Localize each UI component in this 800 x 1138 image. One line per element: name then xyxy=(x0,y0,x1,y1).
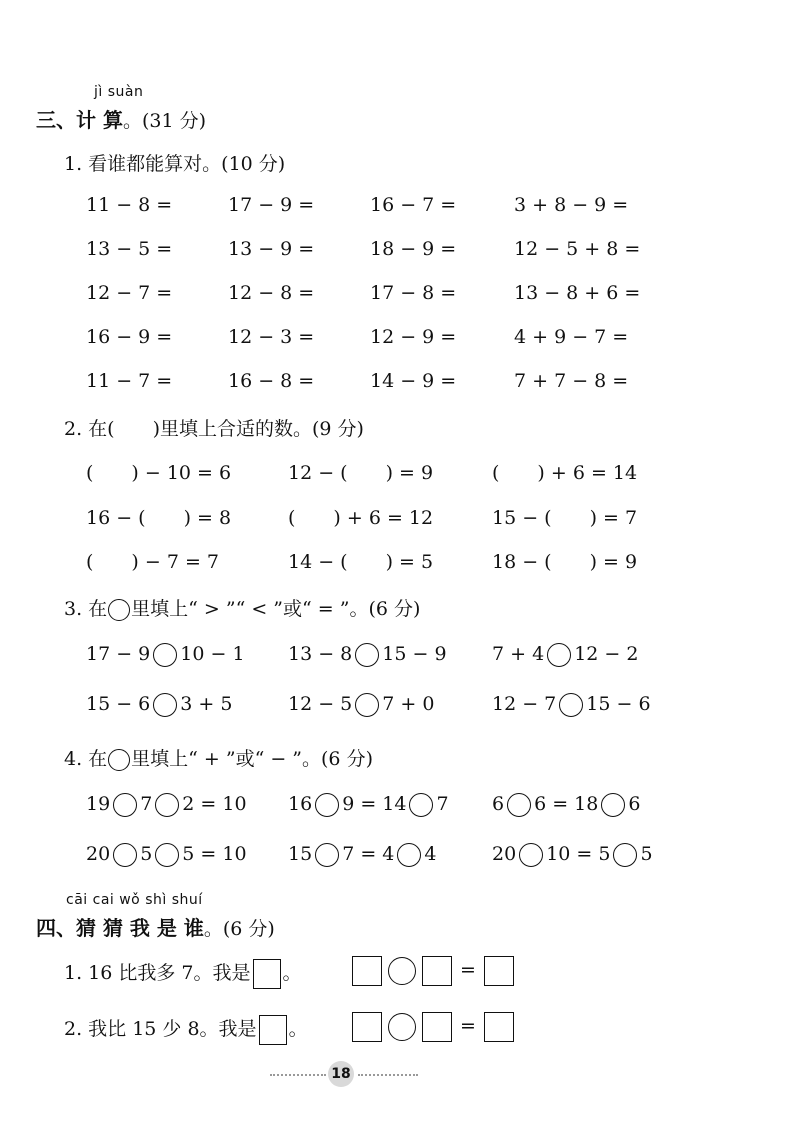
equation-box-2[interactable] xyxy=(422,1012,452,1042)
page-number: 18 xyxy=(328,1061,354,1087)
q3-compare-item xyxy=(288,643,447,667)
q4-part-b: 5 xyxy=(140,843,153,865)
q1-equation: 7 + 7 − 8 = xyxy=(514,370,629,392)
operator-circle-blank[interactable] xyxy=(155,843,179,867)
compare-circle-blank[interactable] xyxy=(153,643,177,667)
q3-right-expr: 3 + 5 xyxy=(180,693,233,715)
q4-part-c: 4 xyxy=(424,843,437,865)
q2-fill-blank: 12 − ( ) = 9 xyxy=(288,462,434,484)
q2-fill-blank: ( ) + 6 = 12 xyxy=(288,507,434,529)
operator-circle-blank[interactable] xyxy=(613,843,637,867)
guess-question-text: 2. 我比 15 少 8。我是 xyxy=(64,1018,257,1040)
section4-title-text: 四、猜 猜 我 是 谁 xyxy=(36,916,204,940)
q1-equation: 13 − 9 = xyxy=(228,238,315,260)
q4-operator-item xyxy=(492,843,653,867)
circle-blank-icon xyxy=(108,749,130,771)
q2-fill-blank: ( ) + 6 = 14 xyxy=(492,462,638,484)
q2-fill-blank: ( ) − 7 = 7 xyxy=(86,551,220,573)
q1-equation: 17 − 9 = xyxy=(228,194,315,216)
section4-title xyxy=(36,912,275,941)
q4-part-b: 10 = 5 xyxy=(546,843,611,865)
q4-part-a: 19 xyxy=(86,793,111,815)
equation-box-result[interactable] xyxy=(484,1012,514,1042)
q4-part-a: 16 xyxy=(288,793,313,815)
q1-equation: 18 − 9 = xyxy=(370,238,457,260)
guess-equation xyxy=(352,1012,514,1042)
q1-equation: 12 − 8 = xyxy=(228,282,315,304)
q3-left-expr: 17 − 9 xyxy=(86,643,151,665)
q1-equation: 16 − 7 = xyxy=(370,194,457,216)
q3-right-expr: 10 − 1 xyxy=(180,643,245,665)
q3-compare-item xyxy=(288,693,434,717)
answer-box[interactable] xyxy=(259,1015,287,1045)
q3-left-expr: 12 − 5 xyxy=(288,693,353,715)
q4-part-b: 9 = 14 xyxy=(342,793,407,815)
operator-circle-blank[interactable] xyxy=(113,843,137,867)
guess-question-text: 1. 16 比我多 7。我是 xyxy=(64,962,251,984)
guess-equation xyxy=(352,956,514,986)
q1-equation: 14 − 9 = xyxy=(370,370,457,392)
q3-title-post: 里填上“ > ”“ < ”或“ = ”。(6 分) xyxy=(131,598,421,620)
q1-equation: 4 + 9 − 7 = xyxy=(514,326,629,348)
q2-title: 2. 在( )里填上合适的数。(9 分) xyxy=(64,418,364,440)
q4-operator-item xyxy=(492,793,640,817)
q3-compare-item xyxy=(86,643,245,667)
q3-compare-item xyxy=(86,693,232,717)
q4-part-a: 15 xyxy=(288,843,313,865)
operator-circle-blank[interactable] xyxy=(315,843,339,867)
q4-part-a: 6 xyxy=(492,793,505,815)
equals-sign: = xyxy=(460,959,476,981)
q1-equation: 12 − 7 = xyxy=(86,282,173,304)
equation-box-1[interactable] xyxy=(352,956,382,986)
q1-equation: 12 − 9 = xyxy=(370,326,457,348)
q4-operator-item xyxy=(288,793,449,817)
section4-score: 。(6 分) xyxy=(203,918,275,940)
q4-operator-item xyxy=(86,793,247,817)
guess-question-end: 。 xyxy=(282,962,302,984)
q4-part-c: 5 = 10 xyxy=(182,843,247,865)
q4-part-c: 2 = 10 xyxy=(182,793,247,815)
compare-circle-blank[interactable] xyxy=(153,693,177,717)
operator-circle-blank[interactable] xyxy=(519,843,543,867)
operator-circle-blank[interactable] xyxy=(113,793,137,817)
guess-question xyxy=(64,958,302,989)
compare-circle-blank[interactable] xyxy=(355,643,379,667)
q1-equation: 16 − 9 = xyxy=(86,326,173,348)
q2-fill-blank: 18 − ( ) = 9 xyxy=(492,551,638,573)
q3-compare-item xyxy=(492,643,638,667)
compare-circle-blank[interactable] xyxy=(547,643,571,667)
q3-left-expr: 12 − 7 xyxy=(492,693,557,715)
q1-equation: 13 − 5 = xyxy=(86,238,173,260)
q4-title-pre: 4. 在 xyxy=(64,748,108,770)
q1-equation: 11 − 7 = xyxy=(86,370,173,392)
q4-part-c: 6 xyxy=(628,793,641,815)
q3-compare-item xyxy=(492,693,651,717)
q3-right-expr: 7 + 0 xyxy=(382,693,435,715)
guess-question-end: 。 xyxy=(288,1018,308,1040)
operator-circle-blank[interactable] xyxy=(601,793,625,817)
q3-left-expr: 13 − 8 xyxy=(288,643,353,665)
answer-box[interactable] xyxy=(253,959,281,989)
q1-equation: 12 − 3 = xyxy=(228,326,315,348)
footer-dots-right xyxy=(358,1074,418,1076)
section3-pinyin: jì suàn xyxy=(94,84,144,100)
q3-left-expr: 7 + 4 xyxy=(492,643,545,665)
q4-part-a: 20 xyxy=(86,843,111,865)
operator-circle-blank[interactable] xyxy=(507,793,531,817)
q3-left-expr: 15 − 6 xyxy=(86,693,151,715)
q1-equation: 12 − 5 + 8 = xyxy=(514,238,641,260)
q2-fill-blank: 16 − ( ) = 8 xyxy=(86,507,232,529)
compare-circle-blank[interactable] xyxy=(355,693,379,717)
q1-equation: 11 − 8 = xyxy=(86,194,173,216)
q2-fill-blank: 15 − ( ) = 7 xyxy=(492,507,638,529)
equals-sign: = xyxy=(460,1015,476,1037)
operator-circle-blank[interactable] xyxy=(388,957,416,985)
section4-pinyin: cāi cai wǒ shì shuí xyxy=(66,892,203,908)
q1-equation: 17 − 8 = xyxy=(370,282,457,304)
footer-dots-left xyxy=(270,1074,326,1076)
q3-title xyxy=(64,594,420,621)
operator-circle-blank[interactable] xyxy=(315,793,339,817)
q4-operator-item xyxy=(288,843,436,867)
q2-fill-blank: ( ) − 10 = 6 xyxy=(86,462,232,484)
section3-score: 。(31 分) xyxy=(122,110,207,132)
section3-title xyxy=(36,104,206,133)
q4-part-c: 5 xyxy=(640,843,653,865)
equation-box-result[interactable] xyxy=(484,956,514,986)
equation-box-2[interactable] xyxy=(422,956,452,986)
q4-part-b: 7 xyxy=(140,793,153,815)
q4-title xyxy=(64,744,373,771)
q3-right-expr: 12 − 2 xyxy=(574,643,639,665)
operator-circle-blank[interactable] xyxy=(409,793,433,817)
q1-equation: 16 − 8 = xyxy=(228,370,315,392)
q1-equation: 13 − 8 + 6 = xyxy=(514,282,641,304)
operator-circle-blank[interactable] xyxy=(155,793,179,817)
q1-title: 1. 看谁都能算对。(10 分) xyxy=(64,153,286,175)
q3-title-pre: 3. 在 xyxy=(64,598,108,620)
q1-equation: 3 + 8 − 9 = xyxy=(514,194,629,216)
guess-question xyxy=(64,1014,308,1045)
operator-circle-blank[interactable] xyxy=(397,843,421,867)
compare-circle-blank[interactable] xyxy=(559,693,583,717)
q3-right-expr: 15 − 6 xyxy=(586,693,651,715)
circle-blank-icon xyxy=(108,599,130,621)
section3-title-text: 三、计 算 xyxy=(36,108,123,132)
q4-part-b: 6 = 18 xyxy=(534,793,599,815)
equation-box-1[interactable] xyxy=(352,1012,382,1042)
q4-part-b: 7 = 4 xyxy=(342,843,395,865)
q3-right-expr: 15 − 9 xyxy=(382,643,447,665)
q2-fill-blank: 14 − ( ) = 5 xyxy=(288,551,434,573)
q4-part-c: 7 xyxy=(436,793,449,815)
q4-operator-item xyxy=(86,843,247,867)
q4-part-a: 20 xyxy=(492,843,517,865)
q4-title-post: 里填上“ + ”或“ − ”。(6 分) xyxy=(131,748,373,770)
operator-circle-blank[interactable] xyxy=(388,1013,416,1041)
